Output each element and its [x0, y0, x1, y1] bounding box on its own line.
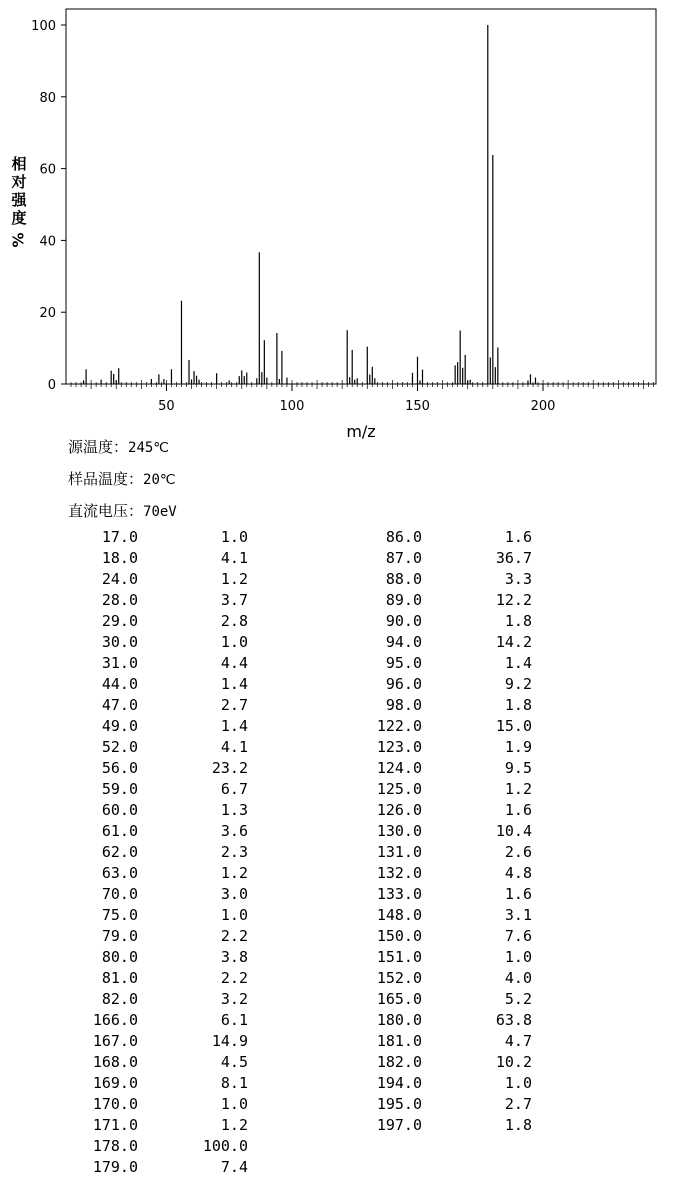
y-tick-label: 60 — [39, 162, 56, 178]
intensity-value: 1.2 — [504, 780, 532, 798]
x-tick-label: 200 — [530, 399, 556, 414]
intensity-value: 1.0 — [220, 633, 248, 651]
y-axis-title — [8, 155, 30, 249]
intensity-value: 3.2 — [220, 990, 248, 1008]
intensity-value: 9.5 — [504, 759, 532, 777]
mz-value: 59.0 — [101, 780, 138, 798]
mz-value: 52.0 — [101, 738, 138, 756]
mz-value: 70.0 — [101, 885, 138, 903]
mz-value: 197.0 — [376, 1116, 422, 1134]
intensity-value: 2.2 — [220, 927, 248, 945]
intensity-value: 10.2 — [495, 1053, 532, 1071]
plot-frame — [66, 9, 656, 384]
intensity-value: 14.2 — [495, 633, 532, 651]
intensity-value: 1.2 — [220, 570, 248, 588]
intensity-value: 1.8 — [504, 696, 532, 714]
mz-value: 94.0 — [385, 633, 422, 651]
mz-value: 166.0 — [92, 1011, 138, 1029]
mz-value: 31.0 — [101, 654, 138, 672]
intensity-value: 63.8 — [495, 1011, 532, 1029]
intensity-value: 36.7 — [495, 549, 532, 567]
mz-value: 88.0 — [385, 570, 422, 588]
x-axis-title: m/z — [346, 422, 376, 441]
peak-series — [84, 25, 536, 384]
sample-temperature-value: 20℃ — [143, 472, 176, 488]
mass-spectrum-chart — [0, 0, 680, 445]
intensity-value: 7.4 — [220, 1158, 248, 1176]
mz-value: 169.0 — [92, 1074, 138, 1092]
mz-value: 179.0 — [92, 1158, 138, 1176]
intensity-value: 1.8 — [504, 1116, 532, 1134]
intensity-value: 1.6 — [504, 801, 532, 819]
intensity-value: 4.1 — [220, 738, 248, 756]
source-temperature — [68, 436, 169, 457]
mz-value: 96.0 — [385, 675, 422, 693]
y-axis-title-text: 相 对 强 度 % — [10, 155, 28, 248]
intensity-value: 3.3 — [504, 570, 532, 588]
intensity-value: 2.6 — [504, 843, 532, 861]
mz-value: 123.0 — [376, 738, 422, 756]
x-tick-label: 150 — [405, 399, 430, 414]
mz-value: 151.0 — [376, 948, 422, 966]
x-tick-label: 100 — [279, 399, 305, 414]
mz-value: 148.0 — [376, 906, 422, 924]
mz-value: 49.0 — [101, 717, 138, 735]
mz-value: 181.0 — [376, 1032, 422, 1050]
mz-value: 62.0 — [101, 843, 138, 861]
intensity-value: 1.0 — [220, 528, 248, 546]
intensity-value: 3.6 — [220, 822, 248, 840]
intensity-value: 100.0 — [202, 1137, 248, 1155]
intensity-value: 1.6 — [504, 885, 532, 903]
mz-value: 133.0 — [376, 885, 422, 903]
mz-value: 178.0 — [92, 1137, 138, 1155]
intensity-value: 1.0 — [504, 948, 532, 966]
intensity-value: 4.0 — [504, 969, 532, 987]
source-temperature-value: 245℃ — [128, 440, 170, 456]
mz-value: 98.0 — [385, 696, 422, 714]
x-axis — [158, 384, 555, 414]
intensity-value: 8.1 — [220, 1074, 248, 1092]
y-tick-label: 40 — [39, 234, 56, 250]
intensity-value: 6.1 — [220, 1011, 248, 1029]
intensity-value: 1.0 — [220, 906, 248, 924]
mz-value: 182.0 — [376, 1053, 422, 1071]
mz-value: 82.0 — [101, 990, 138, 1008]
dc-voltage-label: 直流电压： — [68, 502, 144, 520]
mz-value: 56.0 — [101, 759, 138, 777]
y-tick-label: 0 — [47, 378, 56, 393]
mz-value: 18.0 — [101, 549, 138, 567]
y-tick-label: 80 — [39, 90, 56, 106]
mz-value: 180.0 — [376, 1011, 422, 1029]
dc-voltage-value: 70eV — [143, 504, 177, 520]
mz-value: 81.0 — [101, 969, 138, 987]
mz-value: 89.0 — [385, 591, 422, 609]
intensity-value: 4.7 — [504, 1032, 532, 1050]
intensity-value: 1.0 — [504, 1074, 532, 1092]
mz-value: 29.0 — [101, 612, 138, 630]
mz-value: 126.0 — [376, 801, 422, 819]
intensity-value: 3.8 — [220, 948, 248, 966]
mz-value: 131.0 — [376, 843, 422, 861]
intensity-value: 4.4 — [220, 654, 248, 672]
intensity-value: 2.8 — [220, 612, 248, 630]
mz-value: 75.0 — [101, 906, 138, 924]
intensity-value: 1.6 — [504, 528, 532, 546]
mz-value: 150.0 — [376, 927, 422, 945]
intensity-value: 2.7 — [504, 1095, 532, 1113]
intensity-value: 23.2 — [211, 759, 248, 777]
mz-value: 90.0 — [385, 612, 422, 630]
mz-value: 30.0 — [101, 633, 138, 651]
mz-value: 61.0 — [101, 822, 138, 840]
mz-value: 63.0 — [101, 864, 138, 882]
mz-value: 79.0 — [101, 927, 138, 945]
intensity-value: 4.1 — [220, 549, 248, 567]
intensity-value: 3.7 — [220, 591, 248, 609]
mz-value: 194.0 — [376, 1074, 422, 1092]
mz-value: 44.0 — [101, 675, 138, 693]
mz-value: 171.0 — [92, 1116, 138, 1134]
intensity-value: 10.4 — [495, 822, 532, 840]
mz-value: 195.0 — [376, 1095, 422, 1113]
mz-value: 124.0 — [376, 759, 422, 777]
intensity-value: 2.7 — [220, 696, 248, 714]
dc-voltage — [68, 500, 177, 521]
intensity-value: 1.8 — [504, 612, 532, 630]
intensity-value: 1.2 — [220, 1116, 248, 1134]
mz-value: 60.0 — [101, 801, 138, 819]
y-tick-label: 100 — [31, 19, 56, 34]
intensity-value: 1.4 — [220, 717, 248, 735]
mz-value: 95.0 — [385, 654, 422, 672]
mz-value: 122.0 — [376, 717, 422, 735]
mz-value: 165.0 — [376, 990, 422, 1008]
mz-value: 152.0 — [376, 969, 422, 987]
intensity-value: 1.4 — [220, 675, 248, 693]
sample-temperature-label: 样品温度： — [68, 470, 144, 488]
y-axis — [31, 19, 66, 393]
source-temperature-label: 源温度： — [68, 438, 129, 456]
intensity-value: 2.2 — [220, 969, 248, 987]
mz-value: 168.0 — [92, 1053, 138, 1071]
sample-temperature — [68, 468, 176, 489]
intensity-value: 1.9 — [504, 738, 532, 756]
mz-value: 125.0 — [376, 780, 422, 798]
mz-value: 130.0 — [376, 822, 422, 840]
intensity-value: 14.9 — [211, 1032, 248, 1050]
mz-value: 167.0 — [92, 1032, 138, 1050]
intensity-value: 1.4 — [504, 654, 532, 672]
mz-value: 170.0 — [92, 1095, 138, 1113]
intensity-value: 1.3 — [220, 801, 248, 819]
mz-value: 132.0 — [376, 864, 422, 882]
intensity-value: 3.0 — [220, 885, 248, 903]
intensity-value: 3.1 — [504, 906, 532, 924]
intensity-value: 12.2 — [495, 591, 532, 609]
intensity-value: 7.6 — [504, 927, 532, 945]
intensity-value: 1.2 — [220, 864, 248, 882]
intensity-value: 4.5 — [220, 1053, 248, 1071]
mz-value: 47.0 — [101, 696, 138, 714]
intensity-value: 4.8 — [504, 864, 532, 882]
intensity-value: 15.0 — [495, 717, 532, 735]
intensity-value: 6.7 — [220, 780, 248, 798]
mz-value: 28.0 — [101, 591, 138, 609]
mz-value: 24.0 — [101, 570, 138, 588]
y-tick-label: 20 — [39, 306, 56, 322]
mz-value: 80.0 — [101, 948, 138, 966]
x-tick-label: 50 — [158, 399, 175, 414]
mz-value: 17.0 — [101, 528, 138, 546]
intensity-value: 2.3 — [220, 843, 248, 861]
mz-value: 87.0 — [385, 549, 422, 567]
intensity-value: 9.2 — [504, 675, 532, 693]
intensity-value: 5.2 — [504, 990, 532, 1008]
intensity-value: 1.0 — [220, 1095, 248, 1113]
mz-value: 86.0 — [385, 528, 422, 546]
